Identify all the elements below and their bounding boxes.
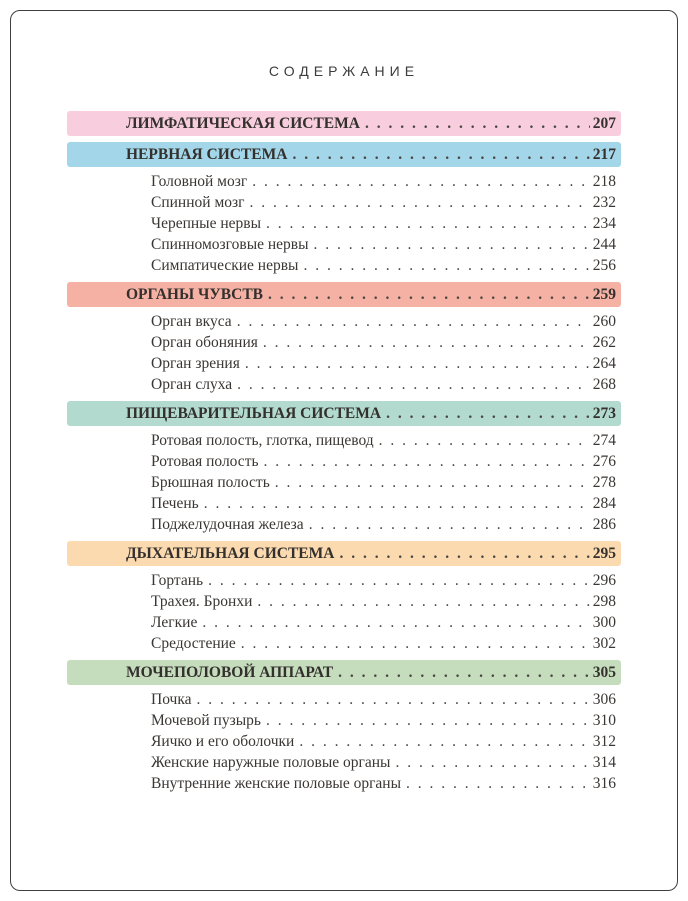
- entry-label: Женские наружные половые органы: [151, 754, 391, 771]
- page-number: 264: [592, 355, 616, 372]
- entry-label: Печень: [151, 495, 199, 512]
- page-number: 256: [592, 257, 616, 274]
- entry-label: Трахея. Бронхи: [151, 593, 253, 610]
- section-title: НЕРВНАЯ СИСТЕМА: [126, 146, 288, 163]
- entry-label: Поджелудочная железа: [151, 516, 304, 533]
- dot-leader: [252, 171, 590, 192]
- dot-leader: [266, 213, 590, 234]
- toc-entry: [151, 570, 616, 591]
- toc-entry: [151, 633, 616, 654]
- dot-leader: [386, 401, 590, 426]
- page-border-frame: [10, 10, 678, 891]
- page-number: 305: [592, 664, 616, 681]
- toc-entry: [151, 591, 616, 612]
- section-title: ОРГАНЫ ЧУВСТВ: [126, 286, 264, 303]
- section-title: ДЫХАТЕЛЬНАЯ СИСТЕМА: [126, 545, 335, 562]
- toc-entry: [151, 493, 616, 514]
- page-number: 316: [592, 775, 616, 792]
- page-number: 314: [592, 754, 616, 771]
- toc-entry: [151, 374, 616, 395]
- dot-leader: [314, 234, 590, 255]
- entry-label: Легкие: [151, 614, 198, 631]
- entry-label: Орган вкуса: [151, 313, 232, 330]
- toc-section: [67, 282, 621, 395]
- page-number: 262: [592, 334, 616, 351]
- toc-entry: [151, 612, 616, 633]
- entry-label: Почка: [151, 691, 192, 708]
- entry-label: Черепные нервы: [151, 215, 261, 232]
- dot-leader: [379, 430, 590, 451]
- entry-label: Ротовая полость: [151, 453, 259, 470]
- page-number: 244: [592, 236, 616, 253]
- section-title: ПИЩЕВАРИТЕЛЬНАЯ СИСТЕМА: [126, 405, 382, 422]
- dot-leader: [275, 472, 590, 493]
- dot-leader: [395, 752, 589, 773]
- entry-label: Симпатические нервы: [151, 257, 299, 274]
- toc-entry: [151, 773, 616, 794]
- toc-entry: [151, 451, 616, 472]
- dot-leader: [237, 374, 590, 395]
- toc-section: [67, 142, 621, 276]
- dot-leader: [249, 192, 589, 213]
- entry-label: Орган обоняния: [151, 334, 258, 351]
- toc-entry: [151, 689, 616, 710]
- page-number: 295: [592, 545, 616, 562]
- page-number: 218: [592, 173, 616, 190]
- section-header: [67, 142, 621, 167]
- page-number: 207: [592, 115, 616, 132]
- page-number: 273: [592, 405, 616, 422]
- page-number: 276: [592, 453, 616, 470]
- toc-entry: [151, 472, 616, 493]
- entry-label: Гортань: [151, 572, 204, 589]
- toc-entry: [151, 234, 616, 255]
- toc-entry: [151, 213, 616, 234]
- entry-label: Ротовая полость, глотка, пищевод: [151, 432, 374, 449]
- entry-label: Спинномозговые нервы: [151, 236, 309, 253]
- dot-leader: [241, 633, 590, 654]
- page-number: 259: [592, 286, 616, 303]
- dot-leader: [197, 689, 590, 710]
- dot-leader: [303, 255, 589, 276]
- section-header: [67, 111, 621, 136]
- toc-entry: [151, 192, 616, 213]
- toc-section: [67, 541, 621, 654]
- dot-leader: [208, 570, 590, 591]
- entry-label: Мочевой пузырь: [151, 712, 261, 729]
- dot-leader: [202, 612, 589, 633]
- page-number: 312: [592, 733, 616, 750]
- dot-leader: [406, 773, 590, 794]
- dot-leader: [339, 541, 589, 566]
- dot-leader: [338, 660, 590, 685]
- toc-entry: [151, 353, 616, 374]
- table-of-contents: [67, 111, 621, 800]
- entry-label: Яичко и его оболочки: [151, 733, 295, 750]
- dot-leader: [365, 111, 590, 136]
- entry-label: Головной мозг: [151, 173, 248, 190]
- dot-leader: [237, 311, 590, 332]
- toc-entry: [151, 430, 616, 451]
- toc-entry: [151, 514, 616, 535]
- entry-label: Внутренние женские половые органы: [151, 775, 402, 792]
- page-number: 274: [592, 432, 616, 449]
- toc-entry: [151, 752, 616, 773]
- entry-label: Орган слуха: [151, 376, 233, 393]
- page-number: 298: [592, 593, 616, 610]
- page-number: 296: [592, 572, 616, 589]
- toc-section: [67, 111, 621, 136]
- entry-label: Средостение: [151, 635, 236, 652]
- page-number: 302: [592, 635, 616, 652]
- page-number: 268: [592, 376, 616, 393]
- entry-label: Орган зрения: [151, 355, 240, 372]
- toc-section: [67, 660, 621, 794]
- section-header: [67, 282, 621, 307]
- dot-leader: [264, 451, 590, 472]
- page-number: 306: [592, 691, 616, 708]
- page-number: 300: [592, 614, 616, 631]
- page-number: 234: [592, 215, 616, 232]
- section-title: ЛИМФАТИЧЕСКАЯ СИСТЕМА: [126, 115, 360, 132]
- dot-leader: [263, 332, 590, 353]
- dot-leader: [299, 731, 589, 752]
- dot-leader: [268, 282, 590, 307]
- toc-entry: [151, 171, 616, 192]
- toc-entry: [151, 710, 616, 731]
- dot-leader: [292, 142, 589, 167]
- toc-entry: [151, 311, 616, 332]
- dot-leader: [309, 514, 590, 535]
- page-title: СОДЕРЖАНИЕ: [268, 63, 420, 79]
- page-number: 217: [592, 146, 616, 163]
- toc-section: [67, 401, 621, 535]
- section-header: [67, 541, 621, 566]
- page-number: 310: [592, 712, 616, 729]
- page-number: 260: [592, 313, 616, 330]
- toc-entry: [151, 731, 616, 752]
- entry-label: Брюшная полость: [151, 474, 270, 491]
- section-header: [67, 401, 621, 426]
- page-number: 278: [592, 474, 616, 491]
- dot-leader: [204, 493, 590, 514]
- toc-entry: [151, 255, 616, 276]
- page-number: 286: [592, 516, 616, 533]
- page-number: 232: [592, 194, 616, 211]
- dot-leader: [245, 353, 590, 374]
- toc-entry: [151, 332, 616, 353]
- entry-label: Спинной мозг: [151, 194, 245, 211]
- dot-leader: [257, 591, 589, 612]
- dot-leader: [266, 710, 590, 731]
- section-title: МОЧЕПОЛОВОЙ АППАРАТ: [126, 664, 334, 681]
- section-header: [67, 660, 621, 685]
- page-number: 284: [592, 495, 616, 512]
